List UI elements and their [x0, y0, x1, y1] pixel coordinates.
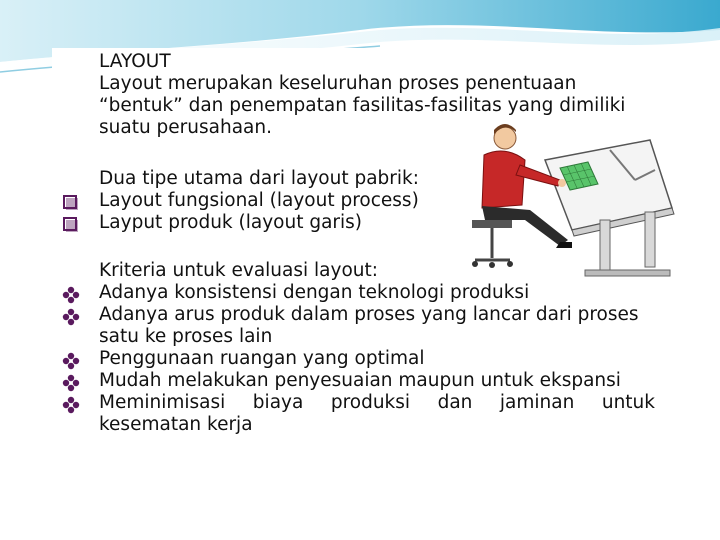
drafting-table-illustration: [450, 120, 680, 280]
types-heading: Dua tipe utama dari layout pabrik:: [99, 168, 419, 189]
square-bullet-icon: [62, 216, 80, 234]
diamond-bullet-icon: [62, 374, 80, 392]
criteria-item: kesematan kerja: [99, 414, 253, 435]
diamond-bullet-icon: [62, 396, 80, 414]
square-bullet-icon: [62, 194, 80, 212]
criteria-item: Penggunaan ruangan yang optimal: [99, 348, 425, 369]
criteria-item: Meminimisasi biaya produksi dan jaminan untuk: [99, 392, 655, 413]
diamond-bullet-icon: [62, 352, 80, 370]
criteria-heading: Kriteria untuk evaluasi layout:: [99, 260, 378, 281]
criteria-block: [99, 260, 655, 436]
criteria-item: Adanya konsistensi dengan teknologi produksi: [99, 282, 530, 303]
definition-line: suatu perusahaan.: [99, 117, 272, 138]
definition-line: “bentuk” dan penempatan fasilitas-fasilitas yang dimiliki: [99, 95, 626, 116]
criteria-item: Adanya arus produk dalam proses yang lancar dari proses: [99, 304, 639, 325]
criteria-item: Mudah melakukan penyesuaian maupun untuk ekspansi: [99, 370, 621, 391]
type-item: Layout fungsional (layout process): [99, 190, 419, 211]
type-item: Layput produk (layout garis): [99, 212, 363, 233]
types-block: [99, 168, 419, 234]
criteria-item: satu ke proses lain: [99, 326, 273, 347]
diamond-bullet-icon: [62, 308, 80, 326]
definition-line: Layout merupakan keseluruhan proses penentuaan: [99, 73, 577, 94]
slide-title: LAYOUT: [99, 51, 171, 72]
diamond-bullet-icon: [62, 286, 80, 304]
